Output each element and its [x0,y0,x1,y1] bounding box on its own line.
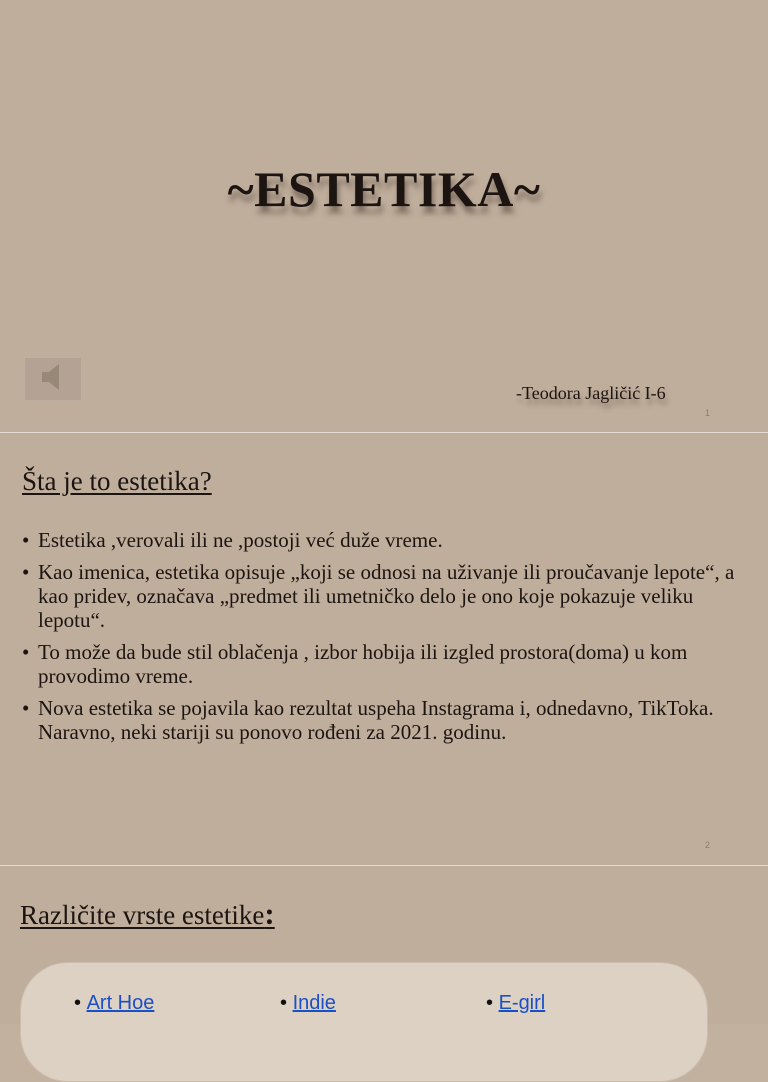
presentation-title: ~ESTETIKA~ [227,161,541,217]
speaker-icon [40,362,66,397]
slide-2-heading: Šta je to estetika? [22,466,212,496]
bullet-item: • To može da bude stil oblačenja , izbor hobija ili izgled prostora(doma) u kom provodimo vreme. [22,640,750,688]
slide-number: 1 [705,408,711,418]
slide-number: 2 [705,840,711,850]
list-item: • E-girl [486,992,546,1014]
link-e-girl[interactable]: E-girl [498,992,546,1014]
link-indie[interactable]: Indie [292,992,336,1014]
slide-3-heading-text: Različite vrste estetike [20,900,265,930]
slide-3-heading [20,896,275,932]
bullet-item: • Kao imenica, estetika opisuje „koji se odnosi na uživanje ili proučavanje lepote“, a kao pridev, označava „predmet ili umetničko delo je ono koje pokazuje veliku lepotu“. [22,560,750,632]
author-name: -Teodora Jagličić I-6 [516,383,666,403]
list-item: • Art Hoe [74,992,155,1014]
sound-button[interactable] [24,357,82,401]
bullet-list [22,528,750,752]
heading-colon: : [264,896,275,931]
slide-1 [0,0,768,432]
link-art-hoe[interactable]: Art Hoe [86,992,155,1014]
aesthetic-types-box [20,962,708,1082]
list-item: • Indie [280,992,336,1014]
bullet-item: • Estetika ,verovali ili ne ,postoji već duže vreme. [22,528,750,552]
bullet-item: • Nova estetika se pojavila kao rezultat uspeha Instagrama i, odnedavno, TikToka. Naravno, neki stariji su ponovo rođeni za 2021. godinu. [22,696,750,744]
